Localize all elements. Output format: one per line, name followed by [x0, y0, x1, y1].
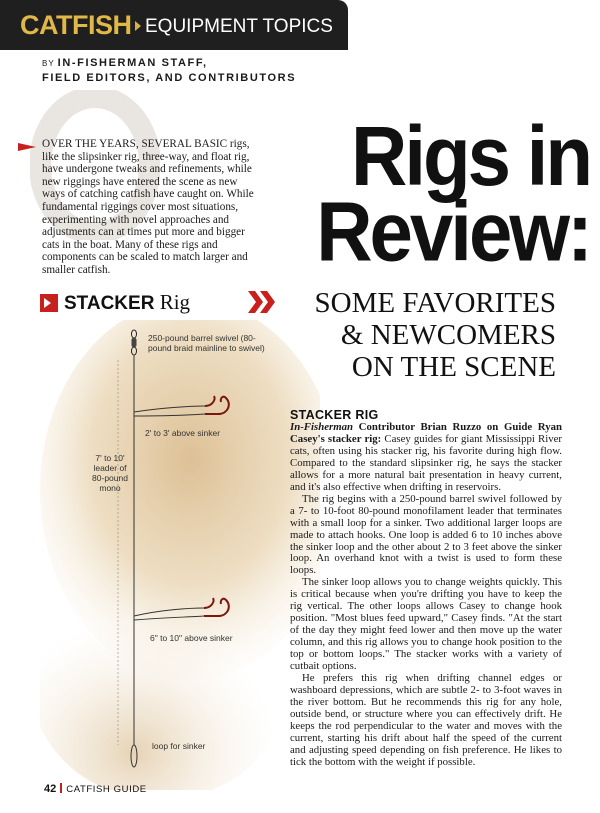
- publication-name: CATFISH GUIDE: [66, 784, 147, 795]
- rig-label-bold: STACKER: [64, 293, 155, 314]
- annotation-upper-hook: 2' to 3' above sinker: [145, 428, 221, 438]
- article-title: [270, 108, 590, 279]
- rig-label: [64, 291, 190, 315]
- stacker-rig-diagram: [0, 320, 300, 780]
- annotation-leader-line1: 7' to 10': [95, 453, 125, 463]
- byline-by: BY: [42, 59, 55, 68]
- article-body: [290, 408, 562, 769]
- annotation-lower-hook: 6" to 10" above sinker: [150, 633, 233, 643]
- rig-label-arrow-icon: [44, 298, 51, 308]
- header-arrow-icon: [135, 21, 141, 31]
- article-heading: STACKER RIG: [290, 408, 379, 422]
- annotation-leader-line3: 80-pound: [92, 473, 128, 483]
- byline: [42, 56, 296, 85]
- subtitle-line1: SOME FAVORITES: [314, 287, 556, 319]
- section-topic: EQUIPMENT TOPICS: [145, 16, 333, 37]
- annotation-leader: [82, 453, 138, 493]
- subtitle-line2: & NEWCOMERS: [340, 319, 556, 351]
- byline-line2: FIELD EDITORS, AND CONTRIBUTORS: [42, 72, 297, 84]
- byline-line1: IN-FISHERMAN STAFF,: [57, 57, 208, 69]
- lower-hook-icon: [134, 598, 229, 620]
- article-lead-italic: In-Fisherman: [290, 421, 354, 433]
- page-footer: [44, 782, 147, 797]
- article-p1-text: Casey guides for giant Mississippi River cats, often using his stacker rig, his favorite during high flow. Compared to the standard slipsinker rig, he says the stacker allows for a more natural bait presentation in heavy current, and it's also effective when drifting in reservoirs.: [290, 432, 562, 493]
- annotation-leader-line2: leader of: [93, 463, 127, 473]
- rig-label-light: Rig: [159, 290, 191, 314]
- title-line2: Review:: [316, 183, 590, 279]
- annotation-swivel: 250-pound barrel swivel (80-pound braid mainline to swivel): [148, 333, 265, 353]
- title-line1: Rigs in: [350, 108, 590, 204]
- intro-paragraph: OVER THE YEARS, SEVERAL BASIC rigs, like the slipsinker rig, three-way, and float rig, have undergone tweaks and refinements, while new riggings have entered the scene as new ways of catching catfish have caught on. While fundamental riggings cover most situations, experimenting with novel approaches and adjustments can at times put more and bigger cats in the boat. Many of these rigs and components can be scaled to match larger and smaller catfish.: [42, 138, 254, 276]
- subtitle-line3: ON THE SCENE: [351, 351, 556, 383]
- section-name: CATFISH: [20, 10, 132, 40]
- article-paragraph-3: The sinker loop allows you to change weights quickly. This is critical because when you're drifting you have to keep the rig vertical. The other loops allows Casey to change hook position. "Most blues feed upward," Casey finds. "At the start of the day they might feed lower and then move up the water column, and this rig allows you to change hook position to the top or bottom loops." The stacker works with a variety of cutbait options.: [290, 576, 562, 673]
- sinker-loop-icon: [131, 745, 137, 767]
- article-paragraph-4: He prefers this rig when drifting channel edges or washboard depressions, which are subtle 2- to 3-foot waves in the river bottom. But he recommends this rig for any hole, outside bend, or structure where you can effectively drift. He keeps the rod perpendicular to the water and moves with the current, starting his drift about half the speed of the current and adjusting speed depending on fish preference. He likes to tick the bottom with the weight if possible.: [290, 672, 562, 768]
- barrel-swivel-icon: [132, 330, 137, 355]
- footer-divider: [60, 783, 62, 793]
- article-paragraph-2: The rig begins with a 250-pound barrel swivel followed by a 7- to 10-foot 80-pound monofilament leader that terminates with a small loop for a sinker. Two additional larger loops are made to attach hooks. One loop is added 6 to 10 inches above the sinker loop and the other about 2 to 3 feet above the sinker loop. An overhand knot with a twist is used to form these loops.: [290, 492, 562, 577]
- intro-marker-icon: [18, 143, 36, 151]
- annotation-leader-line4: mono: [99, 483, 121, 493]
- article-paragraph-1: [290, 422, 562, 494]
- page-number: 42: [44, 783, 57, 795]
- annotation-sinker-loop: loop for sinker: [152, 741, 206, 751]
- article-lead-bold: Contributor Brian Ruzzo on Guide Ryan Casey's stacker rig:: [290, 421, 562, 445]
- upper-hook-icon: [134, 396, 229, 416]
